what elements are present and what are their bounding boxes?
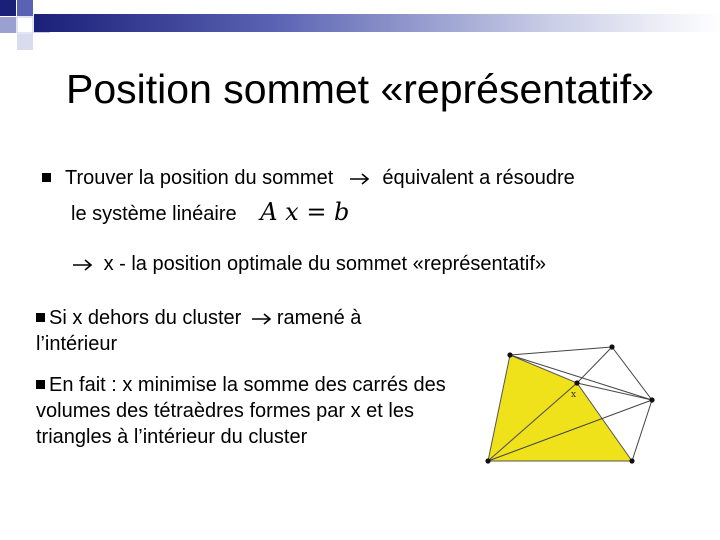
arrow-right-icon xyxy=(72,258,94,272)
equation: A x = b xyxy=(260,198,350,226)
point-2-text: En fait : x minimise la somme des carrés des volumes des tétraèdres formes par x et les triangles à l’intérieur du cluster xyxy=(36,374,446,448)
cluster-figure xyxy=(482,343,662,467)
point-1-text: Si x dehors du cluster xyxy=(49,307,242,329)
sub-line-text: x - la position optimale du sommet «représentatif» xyxy=(103,253,547,275)
point-1-line-2: l’intérieur xyxy=(36,333,118,355)
arrow-right-icon xyxy=(251,312,273,326)
sub-line xyxy=(72,252,546,276)
point-2 xyxy=(36,372,466,450)
point-1-text-after: ramené à xyxy=(276,307,362,329)
arrow-right-icon xyxy=(349,172,371,186)
bullet-1-line-1 xyxy=(65,166,575,190)
figure-x-label: x xyxy=(571,390,577,400)
point-1 xyxy=(36,305,476,357)
bullet-marker xyxy=(36,313,45,322)
bullet-marker xyxy=(36,380,45,389)
bullet-1-text-before: Trouver la position du sommet xyxy=(65,167,334,189)
bullet-marker xyxy=(42,173,51,182)
slide-title: Position sommet «représentatif» xyxy=(66,66,654,112)
bullet-1-line-2 xyxy=(71,200,349,226)
bullet-1-text-after: équivalent a résoudre xyxy=(382,167,575,189)
header-gradient-bar xyxy=(34,14,720,32)
bullet-1-text-line2: le système linéaire xyxy=(71,203,237,225)
